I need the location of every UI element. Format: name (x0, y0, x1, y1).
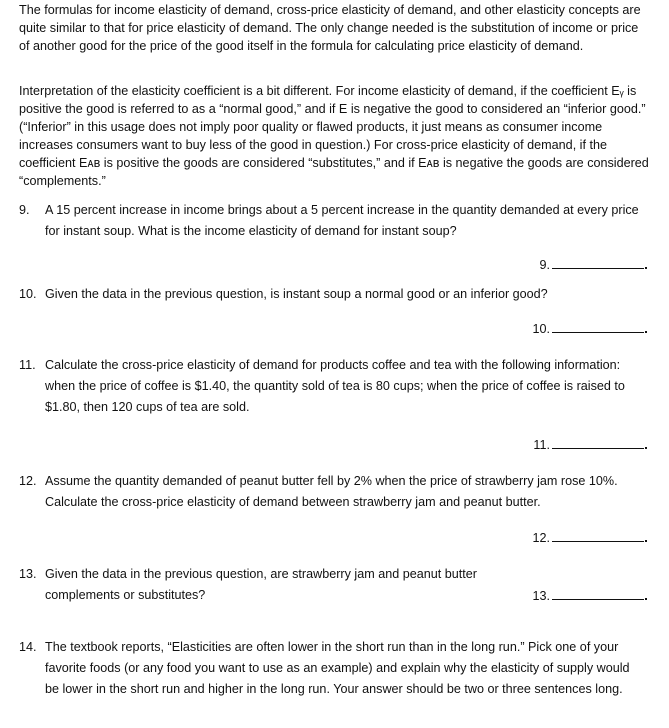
answer-label: 13. (532, 589, 550, 603)
question-10 (19, 284, 649, 305)
question-14 (19, 637, 649, 700)
answer-label: 12. (532, 531, 550, 545)
question-text: Assume the quantity demanded of peanut butter fell by 2% when the price of strawberry jam rose 10%. Calculate the cross-price elasticity of demand between strawberry jam and peanut butter. (45, 474, 618, 509)
answer-label: 11. (533, 438, 550, 452)
answer-blank[interactable] (552, 529, 644, 542)
question-11 (19, 355, 649, 418)
answer-label: 9. (539, 258, 550, 272)
question-12 (19, 471, 649, 513)
question-number: 14. (19, 640, 37, 654)
intro-paragraph-1: The formulas for income elasticity of demand, cross-price elasticity of demand, and other elasticity concepts are quite similar to that for price elasticity of demand. The only change needed is the substitution of income or price of another good for the price of the good itself in the formula for calculating price elasticity of demand. (19, 3, 641, 53)
question-text: The textbook reports, “Elasticities are often lower in the short run than in the long run.” Pick one of your favorite foods (or any food you want to use as an example) and explain why the elasticity of supply would be lower in the short run and higher in the long run. Your answer should be two or three sentences long. (45, 640, 630, 696)
question-text: A 15 percent increase in income brings about a 5 percent increase in the quantity demanded at every price for instant soup. What is the income elasticity of demand for instant soup? (45, 203, 639, 238)
question-text: Given the data in the previous question, are strawberry jam and peanut butter complements or substitutes? (45, 567, 477, 602)
answer-line-11[interactable] (533, 436, 647, 454)
question-number: 10. (19, 287, 37, 301)
question-number: 9. (19, 203, 30, 217)
intro-paragraph-2: Interpretation of the elasticity coefficient is a bit different. For income elasticity of demand, if the coefficient Eᵧ is positive the good is referred to as a “normal good,” and if E is negative the good to considered an “inferior good.” (“Inferior” in this usage does not imply poor quality or flawed products, it just means as consumer income increases consumers want to buy less of the good in question.) For cross-price elasticity of demand, if the coefficient Eᴀʙ is positive the goods are considered “substitutes,” and if Eᴀʙ is negative the goods are considered “complements.” (19, 84, 649, 188)
question-number: 12. (19, 474, 37, 488)
answer-blank[interactable] (552, 256, 644, 269)
answer-line-9[interactable] (539, 256, 647, 274)
question-number: 13. (19, 567, 37, 581)
answer-line-13[interactable] (532, 587, 647, 605)
question-9 (19, 200, 649, 242)
question-text: Given the data in the previous question, is instant soup a normal good or an inferior good? (45, 287, 548, 301)
question-number: 11. (19, 358, 36, 372)
question-13 (19, 564, 539, 606)
answer-blank[interactable] (552, 320, 644, 333)
answer-label: 10. (532, 322, 550, 336)
answer-blank[interactable] (552, 436, 644, 449)
answer-blank[interactable] (552, 587, 644, 600)
answer-line-12[interactable] (532, 529, 647, 547)
answer-line-10[interactable] (532, 320, 647, 338)
question-text: Calculate the cross-price elasticity of demand for products coffee and tea with the following information: when the price of coffee is $1.40, the quantity sold of tea is 80 cups; when the price of coffee is raised to $1.80, then 120 cups of tea are sold. (45, 358, 625, 414)
